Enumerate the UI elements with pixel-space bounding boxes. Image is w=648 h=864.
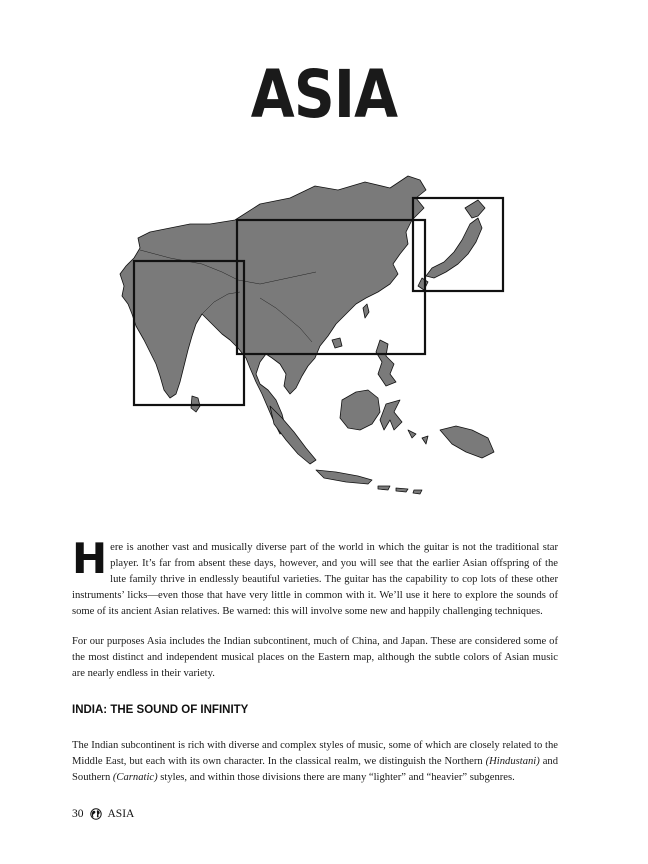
mainland-asia [120,176,426,434]
page-title: ASIA [250,56,398,133]
drop-cap: H [72,534,108,583]
japan [418,200,485,290]
philippines [376,340,396,386]
section-paragraph: The Indian subcontinent is rich with diverse and complex styles of music, some of which are closely related to the Middle East, but each with its own character. In the classical realm, we distinguish the Northern (Hindustani) and Southern (Carnatic) styles, and within those divisions there are many “lighter” and “heavier” subgenres. [72,740,559,783]
new-guinea [440,426,494,458]
hainan [332,338,342,348]
borneo [340,390,380,430]
page-number: 30 [72,808,84,820]
globe-icon [90,808,102,820]
asia-map [110,168,530,508]
intro-paragraph-1: Here is another vast and musically diverse part of the world in which the guitar is not the traditional star player. It’s far from absent these days, however, and you will see that the earlier Asian offspring of the lute family thrive in endlessly beautiful varieties. The guitar has the capability to cop lots of these other instruments’ licks—even those that have very little in common with it. We’ll use it here to explore the sounds of some of its ancient Asian relatives. Be warned: this will involve some new and happily challenging techniques. [72,534,558,617]
intro-paragraph-2: For our purposes Asia includes the Indian subcontinent, much of China, and Japan. These are considered some of the most distinct and independent musical places on the Eastern map, although the subtle colors of Asian music are nearly endless in their variety. [72,636,558,679]
footer-section-label: ASIA [107,808,135,820]
japan-frame [413,198,503,291]
page-footer [72,808,134,820]
taiwan [363,304,369,318]
sulawesi [380,400,402,430]
java [316,470,372,484]
sumatra [270,406,316,464]
section-heading: INDIA: THE SOUND OF INFINITY [72,704,249,716]
